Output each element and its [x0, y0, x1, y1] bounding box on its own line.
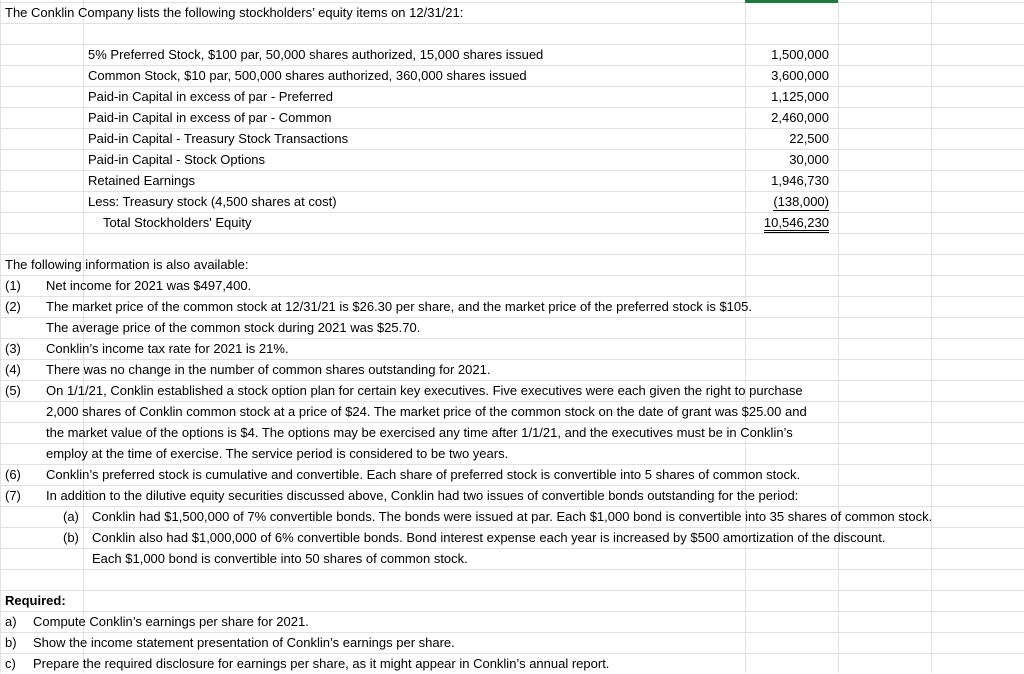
equity-item-label[interactable]: 5% Preferred Stock, $100 par, 50,000 shares authorized, 15,000 shares issued — [88, 47, 544, 62]
total-equity-label[interactable]: Total Stockholders' Equity — [103, 215, 252, 230]
info-text[interactable]: Net income for 2021 was $497,400. — [46, 278, 252, 293]
info-number[interactable]: (4) — [5, 362, 21, 377]
info-text[interactable]: The average price of the common stock during 2021 was $25.70. — [46, 320, 421, 335]
required-text[interactable]: Show the income statement presentation of Conklin’s earnings per share. — [33, 635, 455, 650]
info-number[interactable]: (5) — [5, 383, 21, 398]
equity-item-label[interactable]: Retained Earnings — [88, 173, 195, 188]
info-text[interactable]: In addition to the dilutive equity securities discussed above, Conklin had two issues of convertible bonds outstanding for the period: — [46, 488, 799, 503]
required-heading-text: Required: — [5, 593, 66, 608]
equity-item-value[interactable] — [773, 191, 829, 212]
sheet-title[interactable]: The Conklin Company lists the following stockholders’ equity items on 12/31/21: — [5, 5, 464, 20]
info-number[interactable]: (1) — [5, 278, 21, 293]
required-text[interactable]: Prepare the required disclosure for earnings per share, as it might appear in Conklin’s annual report. — [33, 656, 610, 671]
required-letter[interactable]: a) — [5, 614, 17, 629]
info-number[interactable]: (6) — [5, 467, 21, 482]
equity-item-value[interactable]: 22,500 — [789, 131, 829, 146]
equity-item-label[interactable]: Paid-in Capital in excess of par - Common — [88, 110, 332, 125]
equity-item-label[interactable]: Common Stock, $10 par, 500,000 shares authorized, 360,000 shares issued — [88, 68, 527, 83]
bond-item-text[interactable]: Each $1,000 bond is convertible into 50 shares of common stock. — [92, 551, 468, 566]
equity-item-label[interactable]: Less: Treasury stock (4,500 shares at cost) — [88, 194, 337, 209]
info-text[interactable]: Conklin’s income tax rate for 2021 is 21%. — [46, 341, 289, 356]
selected-cell-indicator — [745, 0, 838, 3]
info-text[interactable]: the market value of the options is $4. The options may be exercised any time after 1/1/21, and the executives must be in Conklin’s — [46, 425, 793, 440]
equity-item-label[interactable]: Paid-in Capital - Treasury Stock Transactions — [88, 131, 349, 146]
info-text[interactable]: On 1/1/21, Conklin established a stock option plan for certain key executives. Five executives were each given the right to purchase — [46, 383, 803, 398]
bond-item-letter[interactable]: (a) — [63, 509, 79, 524]
info-text[interactable]: 2,000 shares of Conklin common stock at a price of $24. The market price of the common stock on the date of grant was $25.00 and — [46, 404, 807, 419]
bond-item-text[interactable]: Conklin had $1,500,000 of 7% convertible bonds. The bonds were issued at par. Each $1,000 bond is convertible into 35 shares of common stock. — [92, 509, 933, 524]
info-text[interactable]: The market price of the common stock at 12/31/21 is $26.30 per share, and the market price of the preferred stock is $105. — [46, 299, 752, 314]
info-text[interactable]: Conklin’s preferred stock is cumulative and convertible. Each share of preferred stock is convertible into 5 shares of common stock. — [46, 467, 801, 482]
bond-item-letter[interactable]: (b) — [63, 530, 79, 545]
info-text[interactable]: There was no change in the number of common shares outstanding for 2021. — [46, 362, 491, 377]
equity-item-label[interactable]: Paid-in Capital - Stock Options — [88, 152, 266, 167]
info-text[interactable]: employ at the time of exercise. The service period is considered to be two years. — [46, 446, 509, 461]
info-number[interactable]: (2) — [5, 299, 21, 314]
equity-item-label[interactable]: Paid-in Capital in excess of par - Preferred — [88, 89, 333, 104]
required-text[interactable]: Compute Conklin’s earnings per share for 2021. — [33, 614, 309, 629]
bond-item-text[interactable]: Conklin also had $1,000,000 of 6% convertible bonds. Bond interest expense each year is increased by $500 amortization of the discount. — [92, 530, 886, 545]
equity-item-value[interactable]: 30,000 — [789, 152, 829, 167]
required-heading[interactable] — [5, 590, 66, 611]
equity-item-value[interactable]: 2,460,000 — [771, 110, 829, 125]
required-letter[interactable]: c) — [5, 656, 16, 671]
equity-item-value[interactable]: 3,600,000 — [771, 68, 829, 83]
info-number[interactable]: (3) — [5, 341, 21, 356]
total-equity-value: 10,546,230 — [764, 215, 829, 233]
equity-item-value[interactable]: 1,946,730 — [771, 173, 829, 188]
required-letter[interactable]: b) — [5, 635, 17, 650]
info-number[interactable]: (7) — [5, 488, 21, 503]
info-heading[interactable]: The following information is also available: — [5, 257, 249, 272]
equity-item-value[interactable]: 1,125,000 — [771, 89, 829, 104]
equity-item-value[interactable]: 1,500,000 — [771, 47, 829, 62]
total-equity-cell[interactable] — [764, 212, 829, 233]
treasury-stock-value: (138,000) — [773, 194, 829, 209]
